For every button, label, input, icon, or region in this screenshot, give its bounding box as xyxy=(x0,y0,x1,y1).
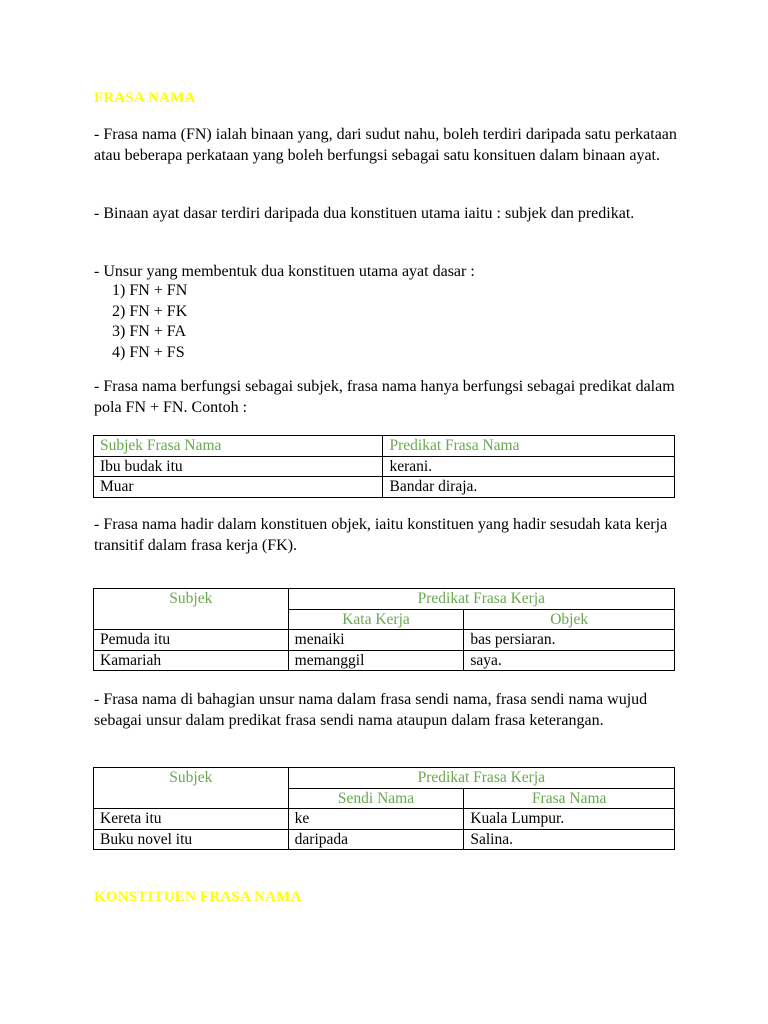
list-item: 4) FN + FS xyxy=(112,343,185,361)
table-cell: saya. xyxy=(464,650,675,671)
table-header-row xyxy=(94,589,675,610)
table-row xyxy=(94,650,675,671)
table-header-cell: Predikat Frasa Kerja xyxy=(288,589,674,610)
paragraph-objek: - Frasa nama hadir dalam konstituen objek, iaitu konstituen yang hadir sesudah kata kerja transitif dalam frasa kerja (FK). xyxy=(94,516,668,554)
table-row xyxy=(94,477,675,498)
table-cell: Kuala Lumpur. xyxy=(464,809,675,830)
table-cell: Kereta itu xyxy=(94,809,289,830)
table-cell: Bandar diraja. xyxy=(383,477,675,498)
table-row xyxy=(94,809,675,830)
table-header-row xyxy=(94,436,675,457)
table-header-cell: Subjek xyxy=(94,768,289,809)
table-frasa-kerja xyxy=(93,588,675,671)
table-header-cell: Frasa Nama xyxy=(464,788,675,809)
table-header-cell: Predikat Frasa Nama xyxy=(383,436,675,457)
table-cell: Muar xyxy=(94,477,383,498)
list-item: 2) FN + FK xyxy=(112,302,188,320)
paragraph-binaan-ayat: - Binaan ayat dasar terdiri daripada dua konstituen utama iaitu : subjek dan predikat. xyxy=(94,205,635,222)
paragraph-sendi-nama: - Frasa nama di bahagian unsur nama dalam frasa sendi nama, frasa sendi nama wujud sebagai unsur dalam predikat frasa sendi nama ataupun dalam frasa keterangan. xyxy=(94,691,648,729)
list-item: 3) FN + FA xyxy=(112,323,187,340)
table-row xyxy=(94,630,675,651)
table-cell: memanggil xyxy=(288,650,464,671)
table-header-cell: Objek xyxy=(464,609,675,630)
paragraph-definition: - Frasa nama (FN) ialah binaan yang, dari sudut nahu, boleh terdiri daripada satu perkataan atau beberapa perkataan yang boleh berfungsi sebagai satu konsituen dalam binaan ayat. xyxy=(94,126,677,164)
heading-konstituen: KONSTITUEN FRASA NAMA xyxy=(94,889,302,905)
table-cell: ke xyxy=(288,809,464,830)
table-sendi-nama xyxy=(93,767,675,850)
table-header-row xyxy=(94,768,675,789)
table-row xyxy=(94,829,675,850)
paragraph-unsur: - Unsur yang membentuk dua konstituen utama ayat dasar : xyxy=(94,263,475,280)
table-cell: menaiki xyxy=(288,630,464,651)
list-item: 1) FN + FN xyxy=(112,282,188,299)
table-cell: daripada xyxy=(288,829,464,850)
table-cell: Kamariah xyxy=(94,650,289,671)
table-row xyxy=(94,456,675,477)
table-header-cell: Kata Kerja xyxy=(288,609,464,630)
table-cell: bas persiaran. xyxy=(464,630,675,651)
table-cell: Pemuda itu xyxy=(94,630,289,651)
heading-frasa-nama: FRASA NAMA xyxy=(94,90,196,106)
table-subjek-predikat xyxy=(93,435,675,498)
table-header-cell: Sendi Nama xyxy=(288,788,464,809)
pattern-list xyxy=(112,281,187,363)
table-header-cell: Predikat Frasa Kerja xyxy=(288,768,674,789)
table-cell: kerani. xyxy=(383,456,675,477)
paragraph-subjek-predikat: - Frasa nama berfungsi sebagai subjek, frasa nama hanya berfungsi sebagai predikat dalam pola FN + FN. Contoh : xyxy=(94,378,675,416)
table-header-cell: Subjek Frasa Nama xyxy=(94,436,383,457)
table-cell: Buku novel itu xyxy=(94,829,289,850)
table-cell: Salina. xyxy=(464,829,675,850)
table-cell: Ibu budak itu xyxy=(94,456,383,477)
table-header-cell: Subjek xyxy=(94,589,289,630)
